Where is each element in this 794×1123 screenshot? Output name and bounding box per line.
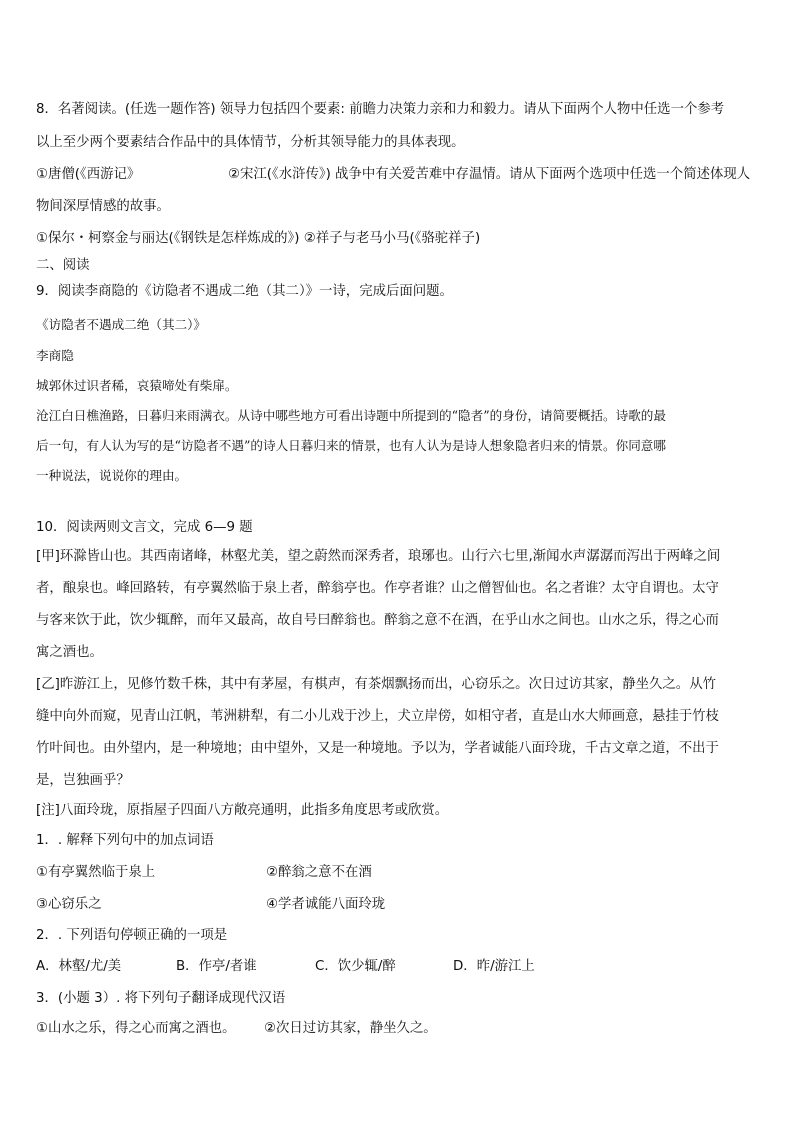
sub1-item-b: ②醉翁之意不在酒 (266, 865, 372, 880)
sub1-item-d: ④学者诚能八面玲珑 (266, 897, 386, 912)
q9-line-c: 一种说法，说说你的理由。 (36, 468, 188, 483)
sub2-title: 2．. 下列语句停顿正确的一项是 (36, 928, 228, 943)
q8-line5: ①保尔・柯察金与丽达(《钢铁是怎样炼成的》) ②祥子与老马小马(《骆驼祥子) (36, 231, 481, 246)
sub3-title: 3．(小题 3）. 将下列句子翻译成现代汉语 (36, 991, 286, 1006)
sub3-item-b: ②次日过访其家，静坐久之。 (264, 1021, 437, 1036)
passage-yi-line1: [乙]昨游江上，见修竹数千株，其中有茅屋，有棋声，有茶烟飘扬而出，心窃乐之。次日过访其家，静坐久之。从竹 (36, 677, 716, 692)
q8-line3a: ①唐僧(《西游记》 (36, 167, 141, 182)
sub1-title: 1．. 解释下列句中的加点词语 (36, 833, 214, 848)
passage-jia-line2: 者，酿泉也。峰回路转，有亭翼然临于泉上者，醉翁亭也。作亭者谁？山之僧智仙也。名之者谁？太守自谓也。太守 (36, 581, 719, 596)
sub2-option-b: B．作亭/者谁 (176, 959, 257, 974)
q8-line1: 8．名著阅读。(任选一题作答) 领导力包括四个要素: 前瞻力决策力亲和力和毅力。请从下面两个人物中任选一个参考 (36, 102, 725, 117)
annotation-note: [注]八面玲珑，原指屋子四面八方敞亮通明，此指多角度思考或欣赏。 (36, 803, 449, 818)
poem-author: 李商隐 (36, 348, 74, 363)
sub2-option-a: A．林壑/尤/美 (36, 959, 122, 974)
sub1-item-a: ①有亭翼然临于泉上 (36, 865, 156, 880)
sub1-item-c: ③心窃乐之 (36, 897, 102, 912)
q8-line3b: ②宋江(《水浒传》) 战争中有关爱苦难中存温情。请从下面两个选项中任选一个简述体现人 (228, 167, 751, 182)
sub2-option-d: D．昨/游江上 (453, 959, 535, 974)
passage-yi-line4: 是，岂独画乎？ (36, 773, 130, 788)
passage-jia-line1: [甲]环滁皆山也。其西南诸峰，林壑尤美，望之蔚然而深秀者，琅琊也。山行六七里,渐闻水声潺潺而泻出于两峰之间 (36, 549, 721, 564)
sub2-option-c: C．饮少辄/醉 (315, 959, 396, 974)
q9-line-b: 后一句，有人认为写的是“访隐者不遇”的诗人日暮归来的情景，也有人认为是诗人想象隐者归来的情景。你同意哪 (36, 438, 666, 453)
passage-jia-line3: 与客来饮于此，饮少辄醉，而年又最高，故自号曰醉翁也。醉翁之意不在酒，在乎山水之间也。山水之乐，得之心而 (36, 613, 719, 628)
poem-title: 《访隐者不遇成二绝（其二）》 (36, 317, 207, 332)
q9-line-a: 沧江白日樵渔路，日暮归来雨满衣。从诗中哪些地方可看出诗题中所提到的“隐者”的身份，请简要概括。诗歌的最 (36, 408, 666, 423)
passage-yi-line3: 竹叶间也。由外望内，是一种境地；由中望外，又是一种境地。予以为，学者诚能八面玲珑，千古文章之道，不出于 (36, 741, 719, 756)
passage-jia-line4: 寓之酒也。 (36, 645, 103, 660)
poem-line1: 城郭休过识者稀，哀猿啼处有柴扉。 (36, 378, 238, 393)
section-heading: 二、阅读 (36, 258, 90, 273)
sub3-item-a: ①山水之乐，得之心而寓之酒也。 (36, 1021, 236, 1036)
q8-line2: 以上至少两个要素结合作品中的具体情节，分析其领导能力的具体表现。 (36, 135, 465, 150)
q9-intro: 9．阅读李商隐的《访隐者不遇成二绝（其二）》一诗，完成后面问题。 (36, 284, 453, 299)
q8-line4: 物间深厚情感的故事。 (36, 199, 170, 214)
q10-intro: 10．阅读两则文言文，完成 6—9 题 (36, 520, 253, 535)
passage-yi-line2: 缝中向外而窥，见青山江帆，苇洲耕犁，有二小儿戏于沙上，犬立岸傍，如相守者，直是山水大师画意，悬挂于竹枝 (36, 709, 719, 724)
